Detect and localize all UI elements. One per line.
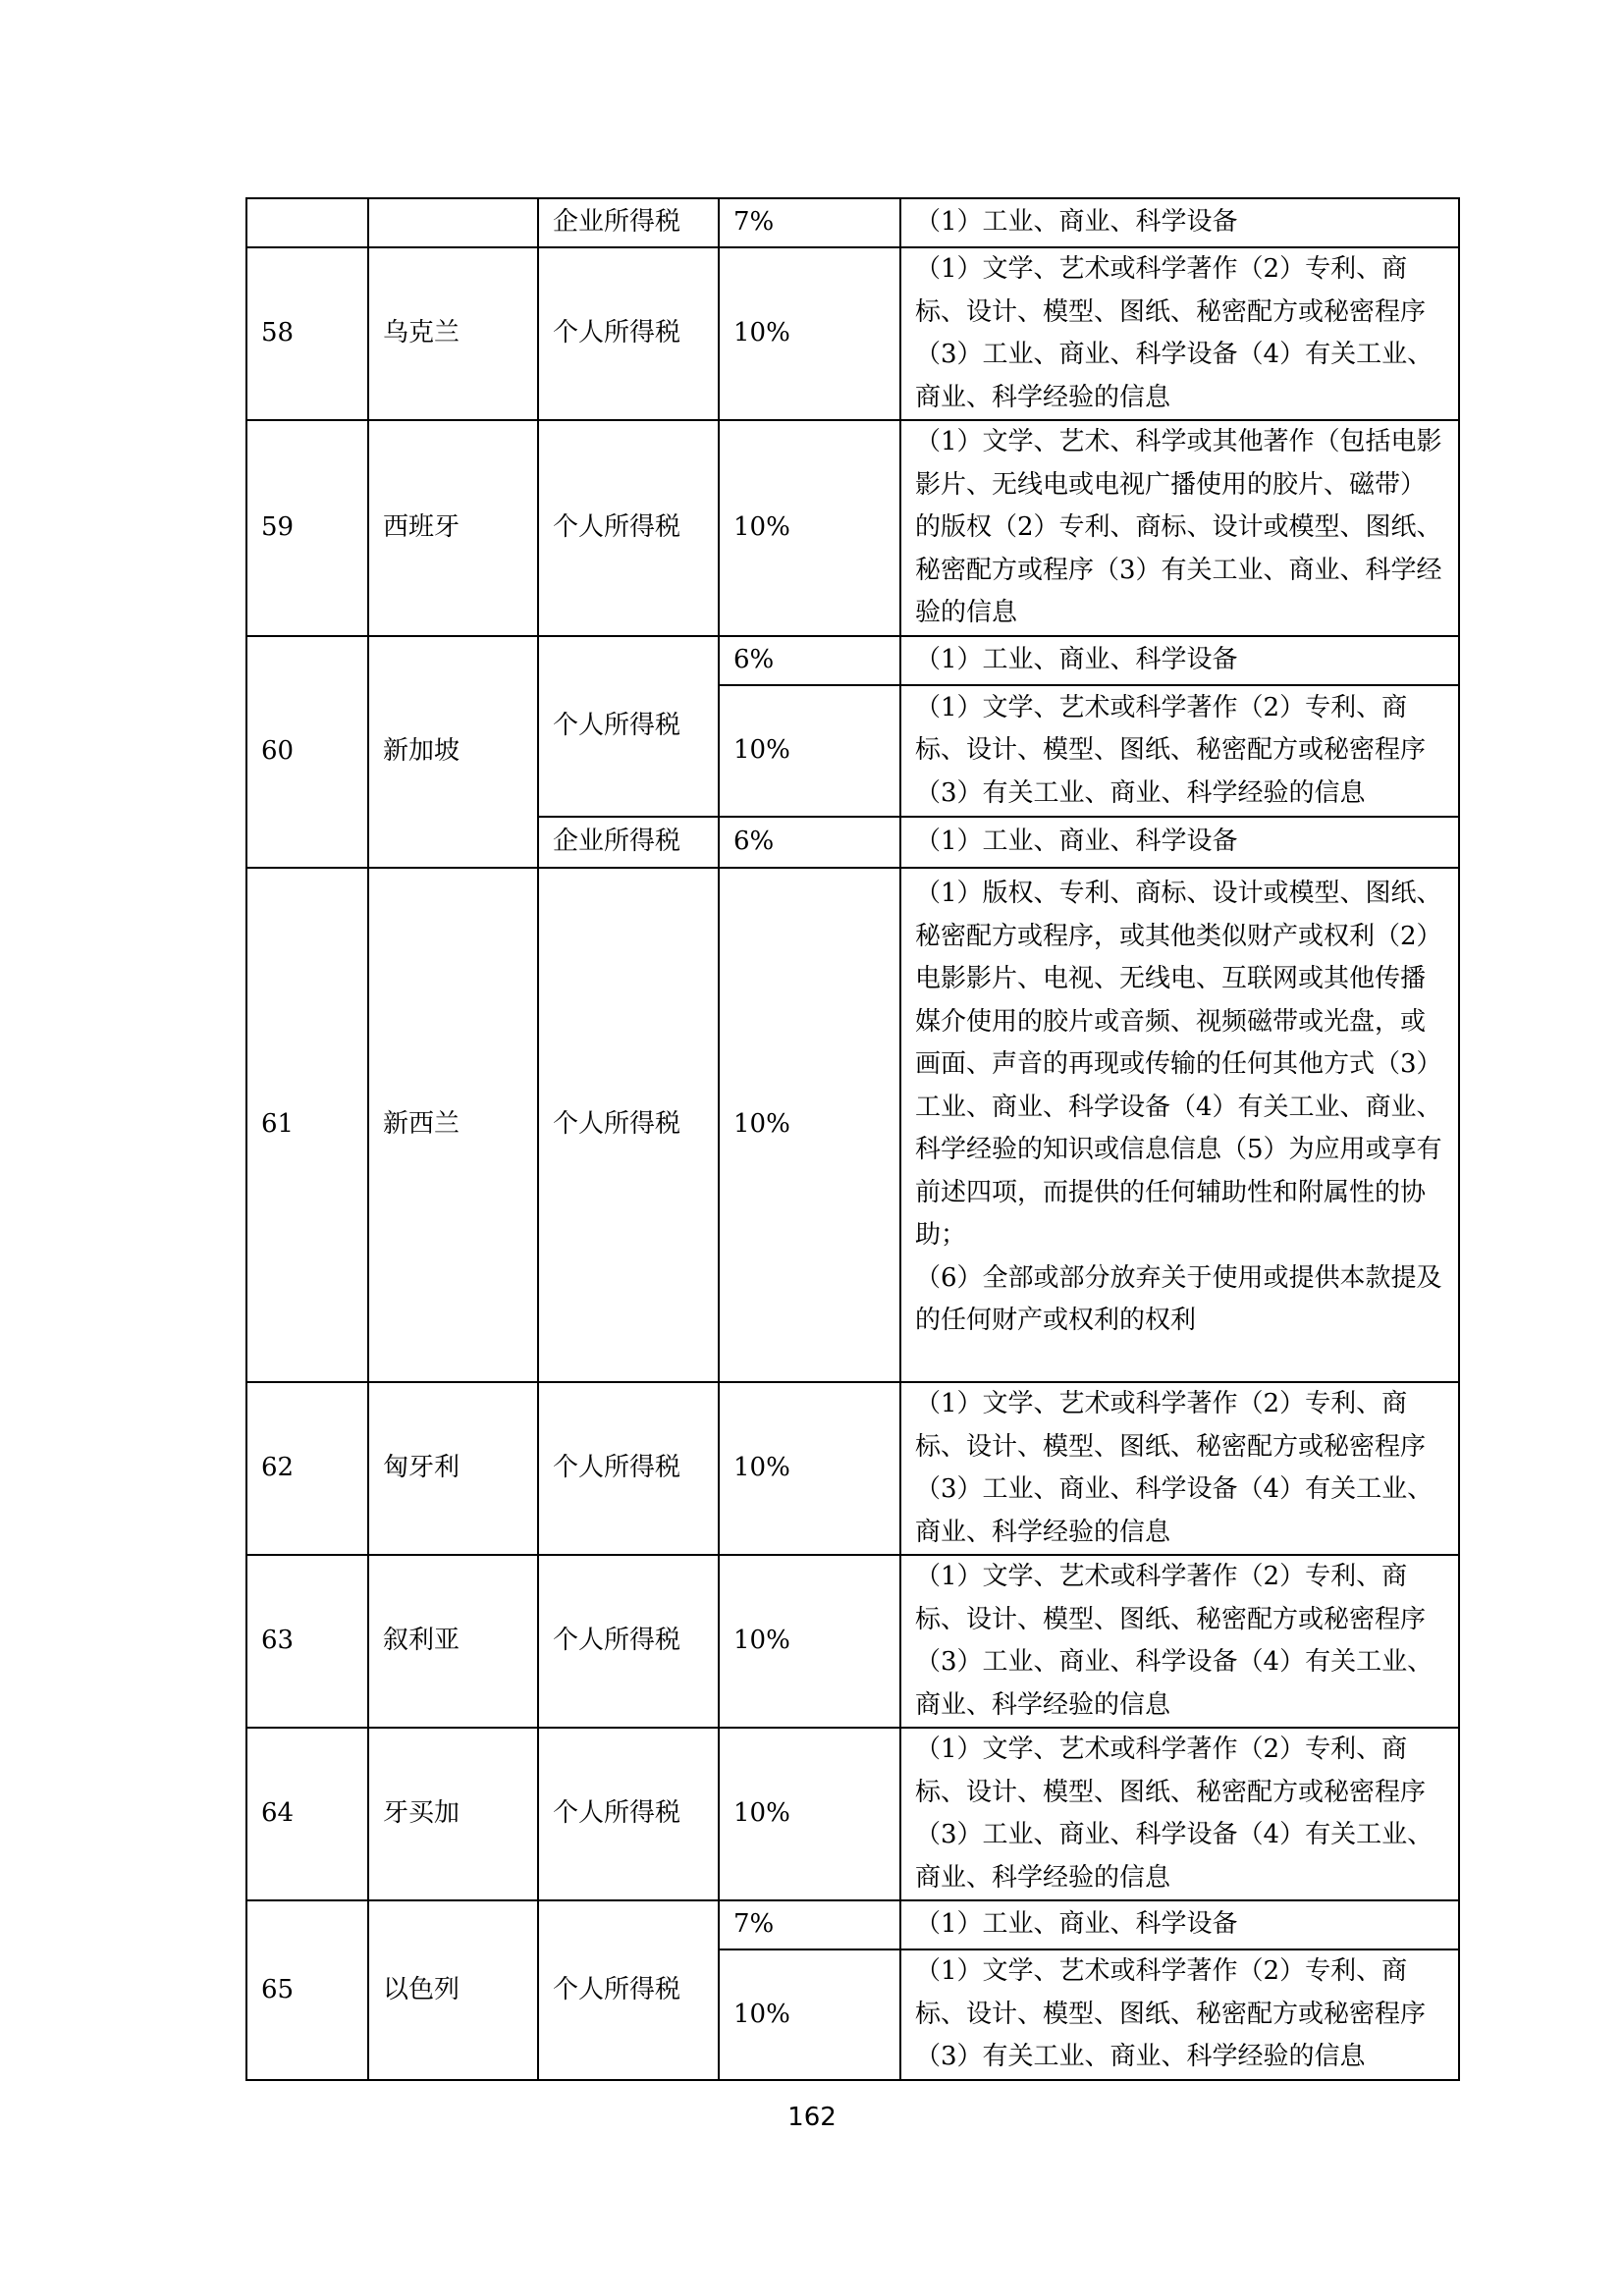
row-number-cell: 62 [246,1382,368,1555]
tax-type-cell: 个人所得税 [538,247,719,420]
rate-cell: 10% [719,1728,900,1900]
row-number-cell: 64 [246,1728,368,1900]
row-number-cell: 59 [246,420,368,636]
rate-cell: 7% [719,1900,900,1949]
items-cell: （1）文学、艺术或科学著作（2）专利、商标、设计、模型、图纸、秘密配方或秘密程序（3）工业、商业、科学设备（4）有关工业、商业、科学经验的信息 [900,1555,1459,1728]
row-number-cell: 63 [246,1555,368,1728]
row-number-cell: 60 [246,636,368,868]
rate-cell: 10% [719,868,900,1382]
rate-cell: 10% [719,1949,900,2080]
tax-type-cell: 企业所得税 [538,817,719,868]
country-cell: 新西兰 [368,868,538,1382]
table-row [246,198,1459,247]
table-row [246,1382,1459,1555]
table-row [246,1900,1459,1949]
country-cell: 新加坡 [368,636,538,868]
items-cell: （1）版权、专利、商标、设计或模型、图纸、秘密配方或程序，或其他类似财产或权利（2）电影影片、电视、无线电、互联网或其他传播媒介使用的胶片或音频、视频磁带或光盘，或画面、声音的再现或传输的任何其他方式（3）工业、商业、科学设备（4）有关工业、商业、科学经验的知识或信息信息（5）为应用或享有前述四项，而提供的任何辅助性和附属性的协助； （6）全部或部分放弃关于使用或提供本款提及的任何财产或权利的权利 [900,868,1459,1382]
rate-cell: 6% [719,817,900,868]
rate-cell: 7% [719,198,900,247]
row-number-cell: 58 [246,247,368,420]
country-cell: 匈牙利 [368,1382,538,1555]
tax-type-cell: 个人所得税 [538,1382,719,1555]
rate-cell: 10% [719,247,900,420]
country-cell: 牙买加 [368,1728,538,1900]
tax-type-cell: 个人所得税 [538,636,719,817]
royalty-tax-treaty-table [245,197,1460,2081]
rate-cell: 10% [719,420,900,636]
items-cell: （1）工业、商业、科学设备 [900,198,1459,247]
tax-type-cell: 个人所得税 [538,1555,719,1728]
rate-cell: 10% [719,1555,900,1728]
page-number: 162 [787,2103,837,2132]
table-row [246,1555,1459,1728]
items-cell: （1）工业、商业、科学设备 [900,636,1459,685]
items-cell: （1）工业、商业、科学设备 [900,817,1459,868]
items-cell: （1）工业、商业、科学设备 [900,1900,1459,1949]
rate-cell: 10% [719,685,900,817]
row-number-cell: 61 [246,868,368,1382]
tax-type-cell: 个人所得税 [538,1900,719,2080]
country-cell: 乌克兰 [368,247,538,420]
row-number-cell: 65 [246,1900,368,2080]
country-cell [368,198,538,247]
items-cell: （1）文学、艺术或科学著作（2）专利、商标、设计、模型、图纸、秘密配方或秘密程序（3）有关工业、商业、科学经验的信息 [900,1949,1459,2080]
tax-type-cell: 个人所得税 [538,868,719,1382]
row-number-cell [246,198,368,247]
tax-type-cell: 个人所得税 [538,420,719,636]
items-cell: （1）文学、艺术或科学著作（2）专利、商标、设计、模型、图纸、秘密配方或秘密程序（3）工业、商业、科学设备（4）有关工业、商业、科学经验的信息 [900,1382,1459,1555]
country-cell: 以色列 [368,1900,538,2080]
items-cell: （1）文学、艺术、科学或其他著作（包括电影影片、无线电或电视广播使用的胶片、磁带）的版权（2）专利、商标、设计或模型、图纸、秘密配方或程序（3）有关工业、商业、科学经验的信息 [900,420,1459,636]
rate-cell: 6% [719,636,900,685]
table-row [246,247,1459,420]
tax-type-cell: 企业所得税 [538,198,719,247]
items-cell: （1）文学、艺术或科学著作（2）专利、商标、设计、模型、图纸、秘密配方或秘密程序（3）工业、商业、科学设备（4）有关工业、商业、科学经验的信息 [900,247,1459,420]
table-row [246,868,1459,1382]
country-cell: 叙利亚 [368,1555,538,1728]
tax-type-cell: 个人所得税 [538,1728,719,1900]
items-cell: （1）文学、艺术或科学著作（2）专利、商标、设计、模型、图纸、秘密配方或秘密程序（3）工业、商业、科学设备（4）有关工业、商业、科学经验的信息 [900,1728,1459,1900]
items-cell: （1）文学、艺术或科学著作（2）专利、商标、设计、模型、图纸、秘密配方或秘密程序（3）有关工业、商业、科学经验的信息 [900,685,1459,817]
country-cell: 西班牙 [368,420,538,636]
table-row [246,636,1459,685]
rate-cell: 10% [719,1382,900,1555]
table-row [246,420,1459,636]
table-row [246,1728,1459,1900]
